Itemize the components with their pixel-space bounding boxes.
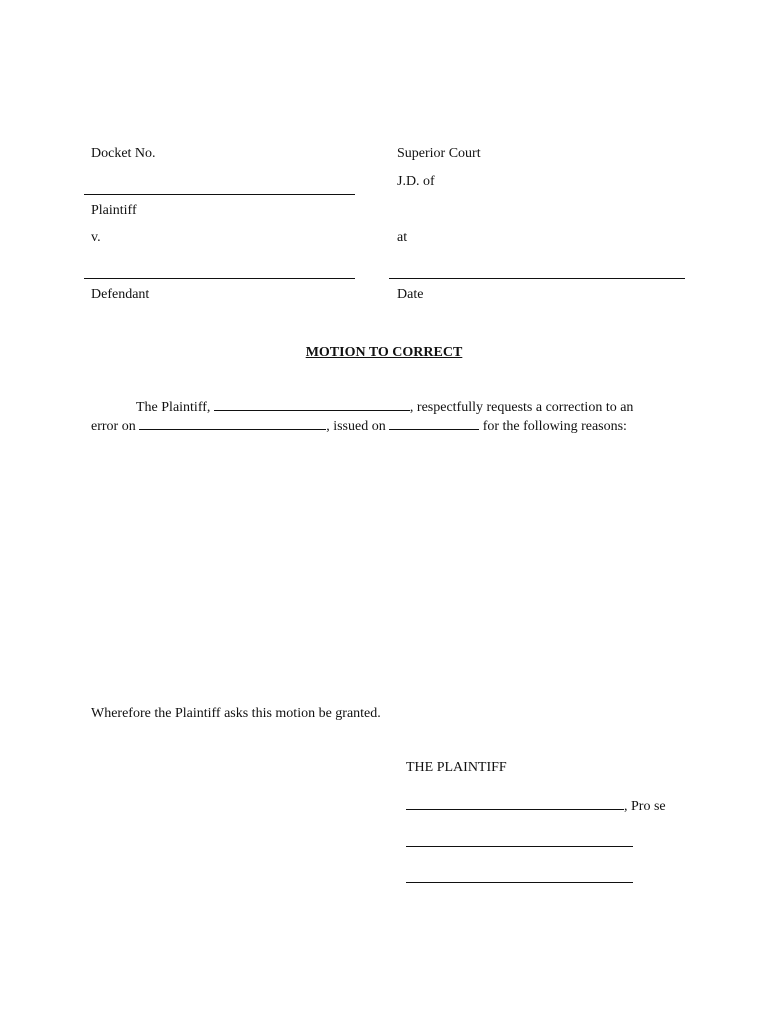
body-line2-suffix: for the following reasons: xyxy=(482,419,627,434)
document-title: MOTION TO CORRECT xyxy=(305,345,463,360)
court-label: Superior Court xyxy=(397,146,481,161)
versus-label: v. xyxy=(91,230,101,245)
defendant-label: Defendant xyxy=(91,287,150,302)
plaintiff-label: Plaintiff xyxy=(91,203,137,218)
docket-number-label: Docket No. xyxy=(91,146,156,161)
signature-line-row xyxy=(406,797,666,815)
location-label: at xyxy=(397,230,408,245)
document-name-blank xyxy=(139,417,326,430)
plaintiff-name-blank xyxy=(214,398,410,411)
body-line1-prefix: The Plaintiff, xyxy=(136,400,211,415)
docket-number-line xyxy=(84,194,355,195)
body-line-1 xyxy=(91,398,691,417)
body-line-2 xyxy=(91,417,691,436)
body-line1-suffix: , respectfully requests a correction to an xyxy=(409,400,634,415)
pro-se-label: , Pro se xyxy=(624,799,666,814)
signature-line xyxy=(406,797,624,810)
judicial-district-label: J.D. of xyxy=(397,174,435,189)
issue-date-blank xyxy=(389,417,479,430)
date-line xyxy=(389,278,685,279)
wherefore-clause: Wherefore the Plaintiff asks this motion be granted. xyxy=(91,706,381,721)
body-line2-prefix: error on xyxy=(91,419,136,434)
address-line-1 xyxy=(406,846,633,847)
body-paragraph xyxy=(91,398,691,436)
date-label: Date xyxy=(397,287,424,302)
body-line2-middle: , issued on xyxy=(326,419,386,434)
defendant-line xyxy=(84,278,355,279)
signature-heading: THE PLAINTIFF xyxy=(406,760,507,775)
address-line-2 xyxy=(406,882,633,883)
